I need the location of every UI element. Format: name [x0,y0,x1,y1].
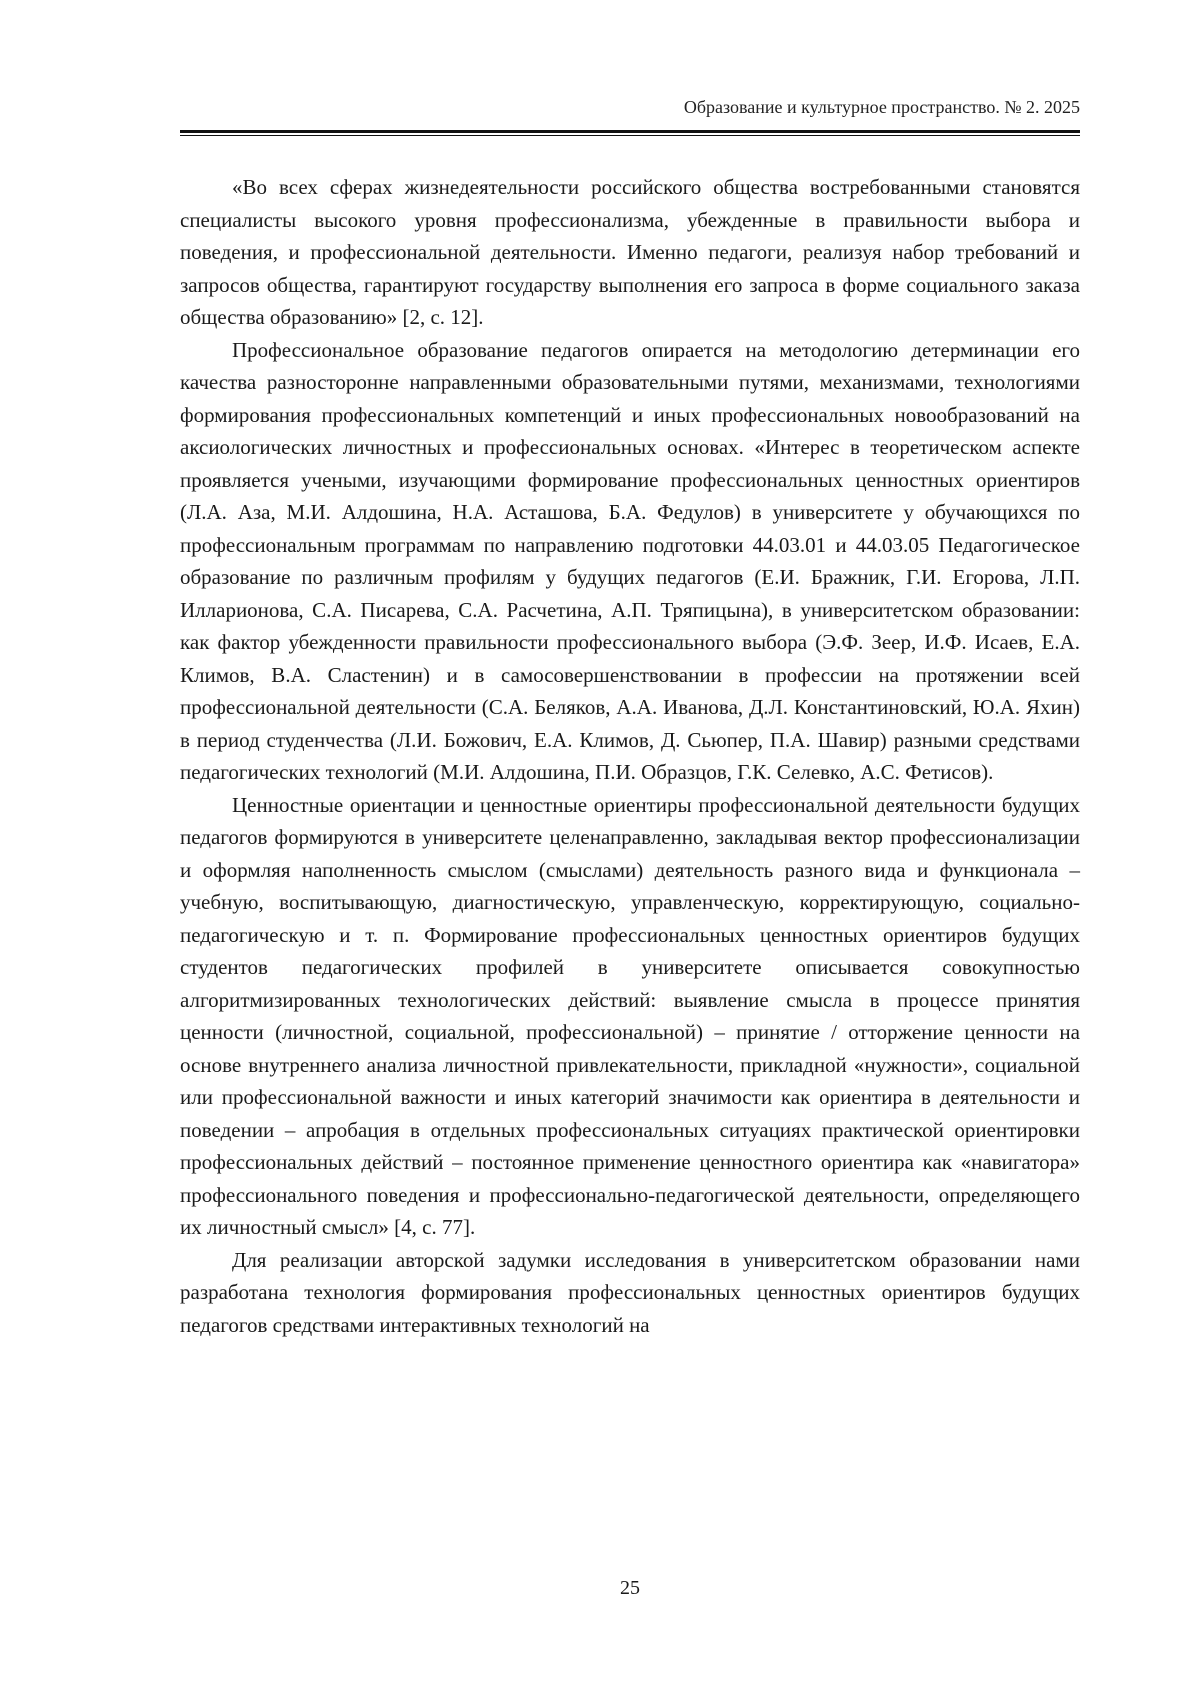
header-rule [180,130,1080,137]
paragraph-value-orientations: Ценностные ориентации и ценностные ориентиры профессиональной деятельности будущих педагогов формируются в университете целенаправленно, закладывая вектор профессионализации и оформляя наполненность смыслом (смыслами) деятельность разного вида и функционала – учебную, воспитывающую, диагностическую, управленческую, корректирующую, социально-педагогическую и т. п. Формирование профессиональных ценностных ориентиров будущих студентов педагогических профилей в университете описывается совокупностью алгоритмизированных технологических действий: выявление смысла в процессе принятия ценности (личностной, социальной, профессиональной) – принятие / отторжение ценности на основе внутреннего анализа личностной привлекательности, прикладной «нужности», социальной или профессиональной важности и иных категорий значимости как ориентира в деятельности и поведении – апробация в отдельных профессиональных ситуациях практической ориентировки профессиональных действий – постоянное применение ценностного ориентира как «навигатора» профессионального поведения и профессионально-педагогической деятельности, определяющего их личностный смысл» [4, с. 77]. [180,792,1080,1239]
running-header: Образование и культурное пространство. № 2. 2025 [683,97,1080,117]
paragraph-implementation: Для реализации авторской задумки исследования в университетском образовании нами разработана технология формирования профессиональных ценностных ориентиров будущих педагогов средствами интерактивных технологий на [180,1247,1080,1337]
header-rule-thin [180,135,1080,136]
page-number: 25 [620,1577,640,1599]
paragraph-methodology: Профессиональное образование педагогов опирается на методологию детерминации его качества разносторонне направленными образовательными путями, механизмами, технологиями формирования профессиональных компетенций и иных профессиональных новообразований на аксиологических личностных и профессиональных основах. «Интерес в теоретическом аспекте проявляется учеными, изучающими формирование профессиональных ценностных ориентиров (Л.А. Аза, М.И. Алдошина, Н.А. Асташова, Б.А. Федулов) в университете у обучающихся по профессиональным программам по направлению подготовки 44.03.01 и 44.03.05 Педагогическое образование по различным профилям у будущих педагогов (Е.И. Бражник, Г.И. Егорова, Л.П. Илларионова, С.А. Писарева, С.А. Расчетина, А.П. Тряпицына), в университетском образовании: как фактор убежденности правильности профессионального выбора (Э.Ф. Зеер, И.Ф. Исаев, Е.А. Климов, В.А. Сластенин) и в самосовершенствовании в профессии на протяжении всей профессиональной деятельности (С.А. Беляков, А.А. Иванова, Д.Л. Константиновский, Ю.А. Яхин) в период студенчества (Л.И. Божович, Е.А. Климов, Д. Сьюпер, П.А. Шавир) разными средствами педагогических технологий (М.И. Алдошина, П.И. Образцов, Г.К. Селевко, А.С. Фетисов). [180,337,1080,784]
body-text [180,171,1080,1341]
paragraph-quote: «Во всех сферах жизнедеятельности российского общества востребованными становятся специалисты высокого уровня профессионализма, убежденные в правильности выбора и поведения, и профессиональной деятельности. Именно педагоги, реализуя набор требований и запросов общества, гарантируют государству выполнения его запроса в форме социального заказа общества образованию» [2, с. 12]. [180,175,1080,329]
header-rule-thick [180,130,1080,133]
